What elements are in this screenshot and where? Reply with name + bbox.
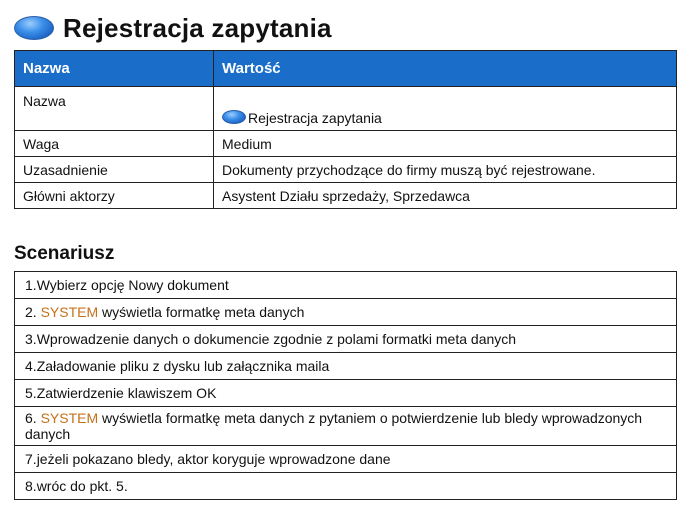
step-prefix: 4. (25, 358, 37, 374)
step-prefix: 8. (25, 478, 37, 494)
column-header-name: Nazwa (15, 51, 214, 87)
property-value-text: Rejestracja zapytania (248, 110, 382, 126)
property-value: Asystent Działu sprzedaży, Sprzedawca (214, 183, 677, 209)
scenario-title: Scenariusz (14, 243, 115, 264)
scenario-step (15, 407, 677, 446)
step-prefix: 3. (25, 331, 37, 347)
table-row (15, 183, 677, 209)
table-row (15, 87, 677, 131)
properties-table (14, 50, 677, 209)
property-value: Medium (214, 131, 677, 157)
system-label: SYSTEM (40, 410, 99, 426)
scenario-step (15, 299, 677, 326)
property-value (214, 87, 677, 131)
step-prefix: 7. (25, 451, 37, 467)
step-text: wyświetla formatkę meta danych z pytaniem o potwierdzenie lub bledy wprowadzonych danych (25, 410, 643, 442)
scenario-step (15, 272, 677, 299)
scenario-step (15, 446, 677, 473)
blue-oval-icon (222, 110, 246, 124)
step-text: Wprowadzenie danych o dokumencie zgodnie z polami formatki meta danych (36, 331, 517, 347)
scenario-step (15, 326, 677, 353)
property-value: Dokumenty przychodzące do firmy muszą być rejestrowane. (214, 157, 677, 183)
table-row (15, 157, 677, 183)
scenario-step (15, 473, 677, 500)
page-title: Rejestracja zapytania (63, 12, 332, 43)
step-text: Załadowanie pliku z dysku lub załącznika maila (36, 358, 330, 374)
table-row (15, 131, 677, 157)
step-text: wyświetla formatkę meta danych (98, 304, 305, 320)
scenario-step (15, 380, 677, 407)
property-label: Główni aktorzy (15, 183, 214, 209)
blue-oval-icon (14, 16, 54, 40)
step-prefix: 1. (25, 277, 37, 293)
step-prefix: 6. (25, 410, 41, 426)
step-prefix: 2. (25, 304, 41, 320)
properties-header-row (15, 51, 677, 87)
page-header (14, 8, 332, 48)
step-prefix: 5. (25, 385, 37, 401)
system-label: SYSTEM (40, 304, 99, 320)
step-text: jeżeli pokazano bledy, aktor koryguje wprowadzone dane (36, 451, 391, 467)
step-text: Wybierz opcję Nowy dokument (36, 277, 229, 293)
scenario-table (14, 271, 677, 500)
column-header-value: Wartość (214, 51, 677, 87)
step-text: Zatwierdzenie klawiszem OK (36, 385, 217, 401)
scenario-step (15, 353, 677, 380)
property-label: Uzasadnienie (15, 157, 214, 183)
property-label: Nazwa (15, 87, 214, 131)
property-label: Waga (15, 131, 214, 157)
step-text: wróc do pkt. 5. (36, 478, 128, 494)
